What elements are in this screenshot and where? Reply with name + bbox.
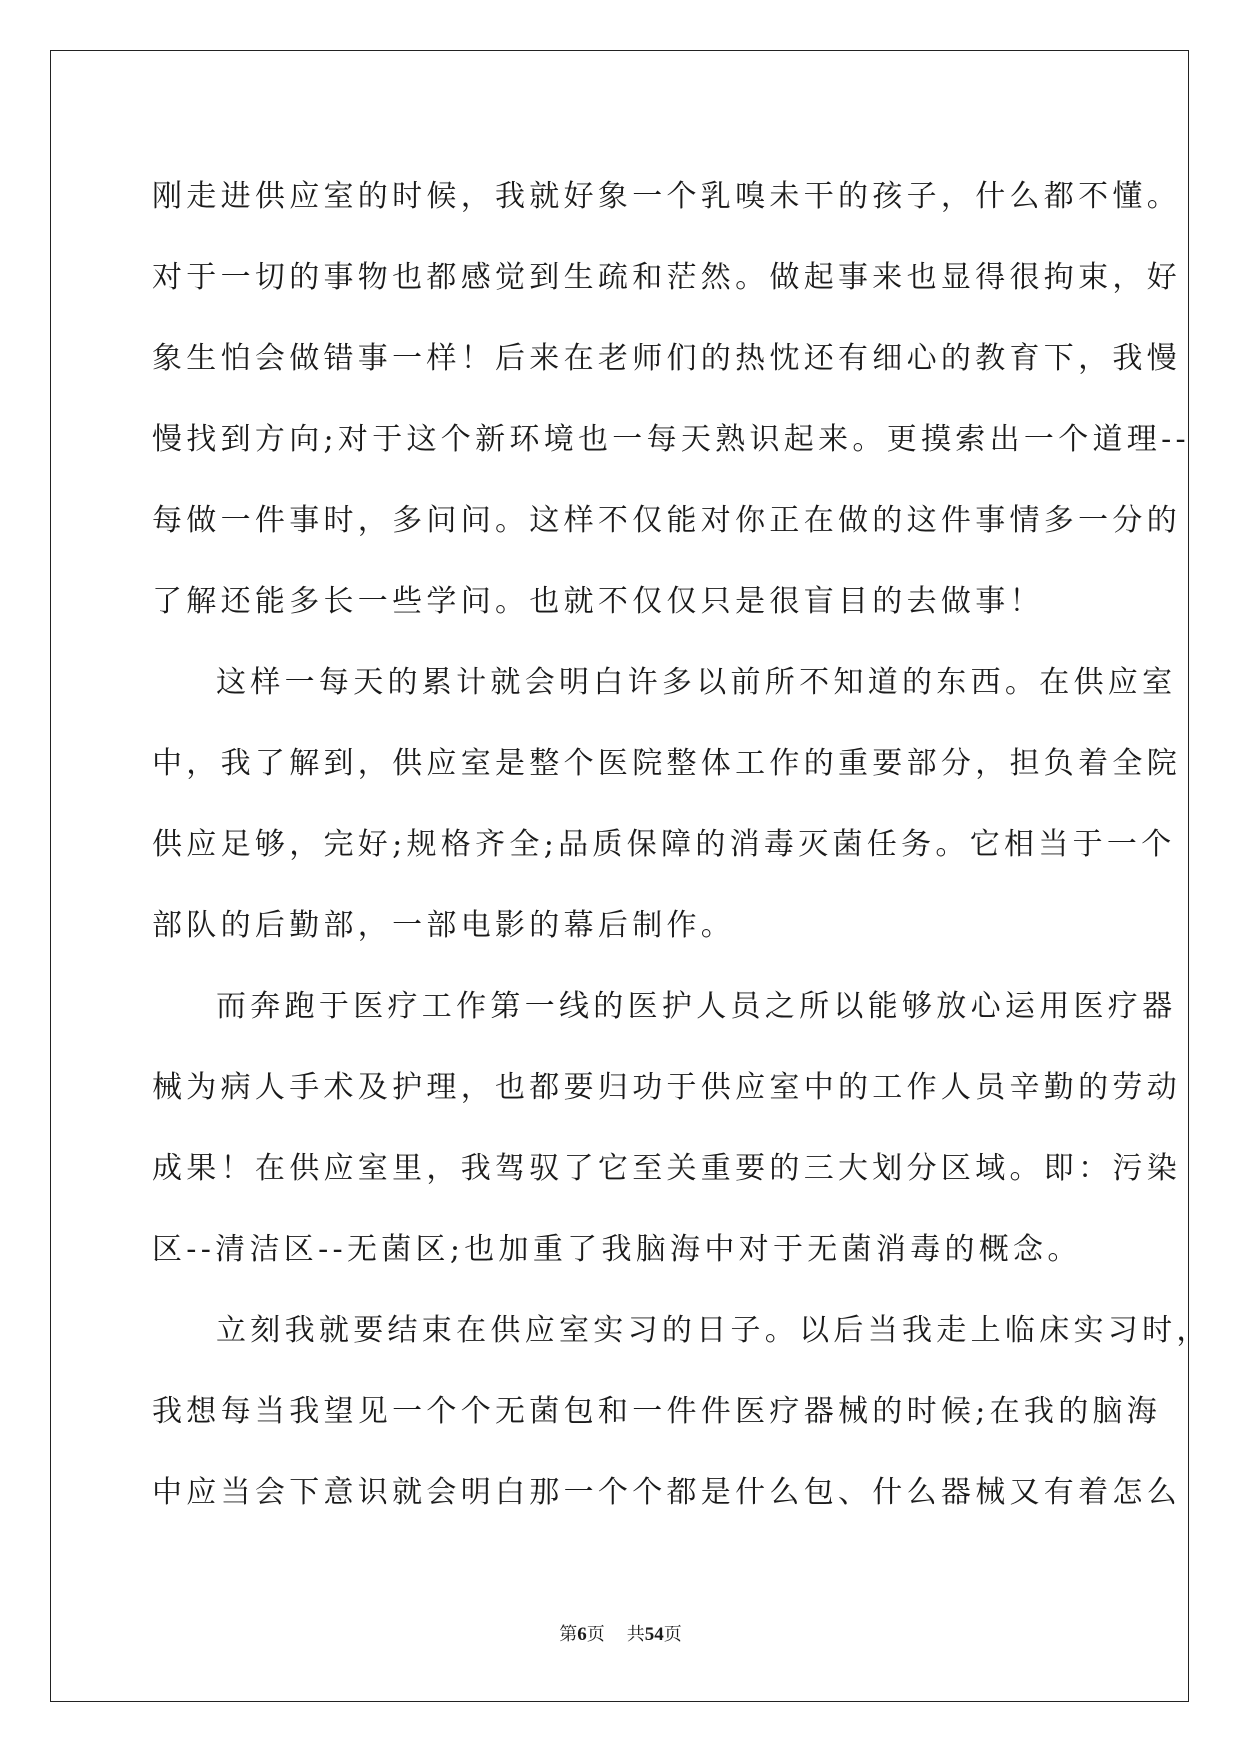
text-line: 我想每当我望见一个个无菌包和一件件医疗器械的时候;在我的脑海 bbox=[152, 1394, 1162, 1429]
total-prefix: 共 bbox=[626, 1624, 645, 1645]
text-line: 立刻我就要结束在供应室实习的日子。以后当我走上临床实习时， bbox=[216, 1313, 1211, 1348]
text-line: 这样一每天的累计就会明白许多以前所不知道的东西。在供应室 bbox=[216, 665, 1177, 700]
page-suffix: 页 bbox=[586, 1624, 605, 1645]
text-line: 慢找到方向;对于这个新环境也一每天熟识起来。更摸索出一个道理-- bbox=[152, 422, 1190, 457]
text-line: 而奔跑于医疗工作第一线的医护人员之所以能够放心运用医疗器 bbox=[216, 989, 1177, 1024]
page-prefix: 第 bbox=[559, 1624, 578, 1645]
page-footer bbox=[0, 1620, 1241, 1646]
text-line: 刚走进供应室的时候，我就好象一个乳嗅未干的孩子，什么都不懂。 bbox=[152, 179, 1181, 214]
text-line: 区--清洁区--无菌区;也加重了我脑海中对于无菌消毒的概念。 bbox=[152, 1232, 1082, 1267]
text-line: 对于一切的事物也都感觉到生疏和茫然。做起事来也显得很拘束，好 bbox=[152, 260, 1181, 295]
total-pages: 54 bbox=[644, 1624, 664, 1645]
text-line: 械为病人手术及护理，也都要归功于供应室中的工作人员辛勤的劳动 bbox=[152, 1070, 1181, 1105]
text-line: 象生怕会做错事一样！后来在老师们的热忱还有细心的教育下，我慢 bbox=[152, 341, 1181, 376]
text-line: 中，我了解到，供应室是整个医院整体工作的重要部分，担负着全院 bbox=[152, 746, 1181, 781]
text-line: 部队的后勤部，一部电影的幕后制作。 bbox=[152, 908, 736, 943]
page-number: 6 bbox=[577, 1624, 587, 1645]
total-suffix: 页 bbox=[663, 1624, 682, 1645]
text-line: 中应当会下意识就会明白那一个个都是什么包、什么器械又有着怎么 bbox=[152, 1475, 1181, 1510]
text-line: 了解还能多长一些学问。也就不仅仅只是很盲目的去做事！ bbox=[152, 584, 1044, 619]
text-line: 每做一件事时，多问问。这样不仅能对你正在做的这件事情多一分的 bbox=[152, 503, 1181, 538]
document-body bbox=[152, 156, 1211, 1533]
text-line: 成果！在供应室里，我驾驭了它至关重要的三大划分区域。即：污染 bbox=[152, 1151, 1181, 1186]
text-line: 供应足够，完好;规格齐全;品质保障的消毒灭菌任务。它相当于一个 bbox=[152, 827, 1176, 862]
